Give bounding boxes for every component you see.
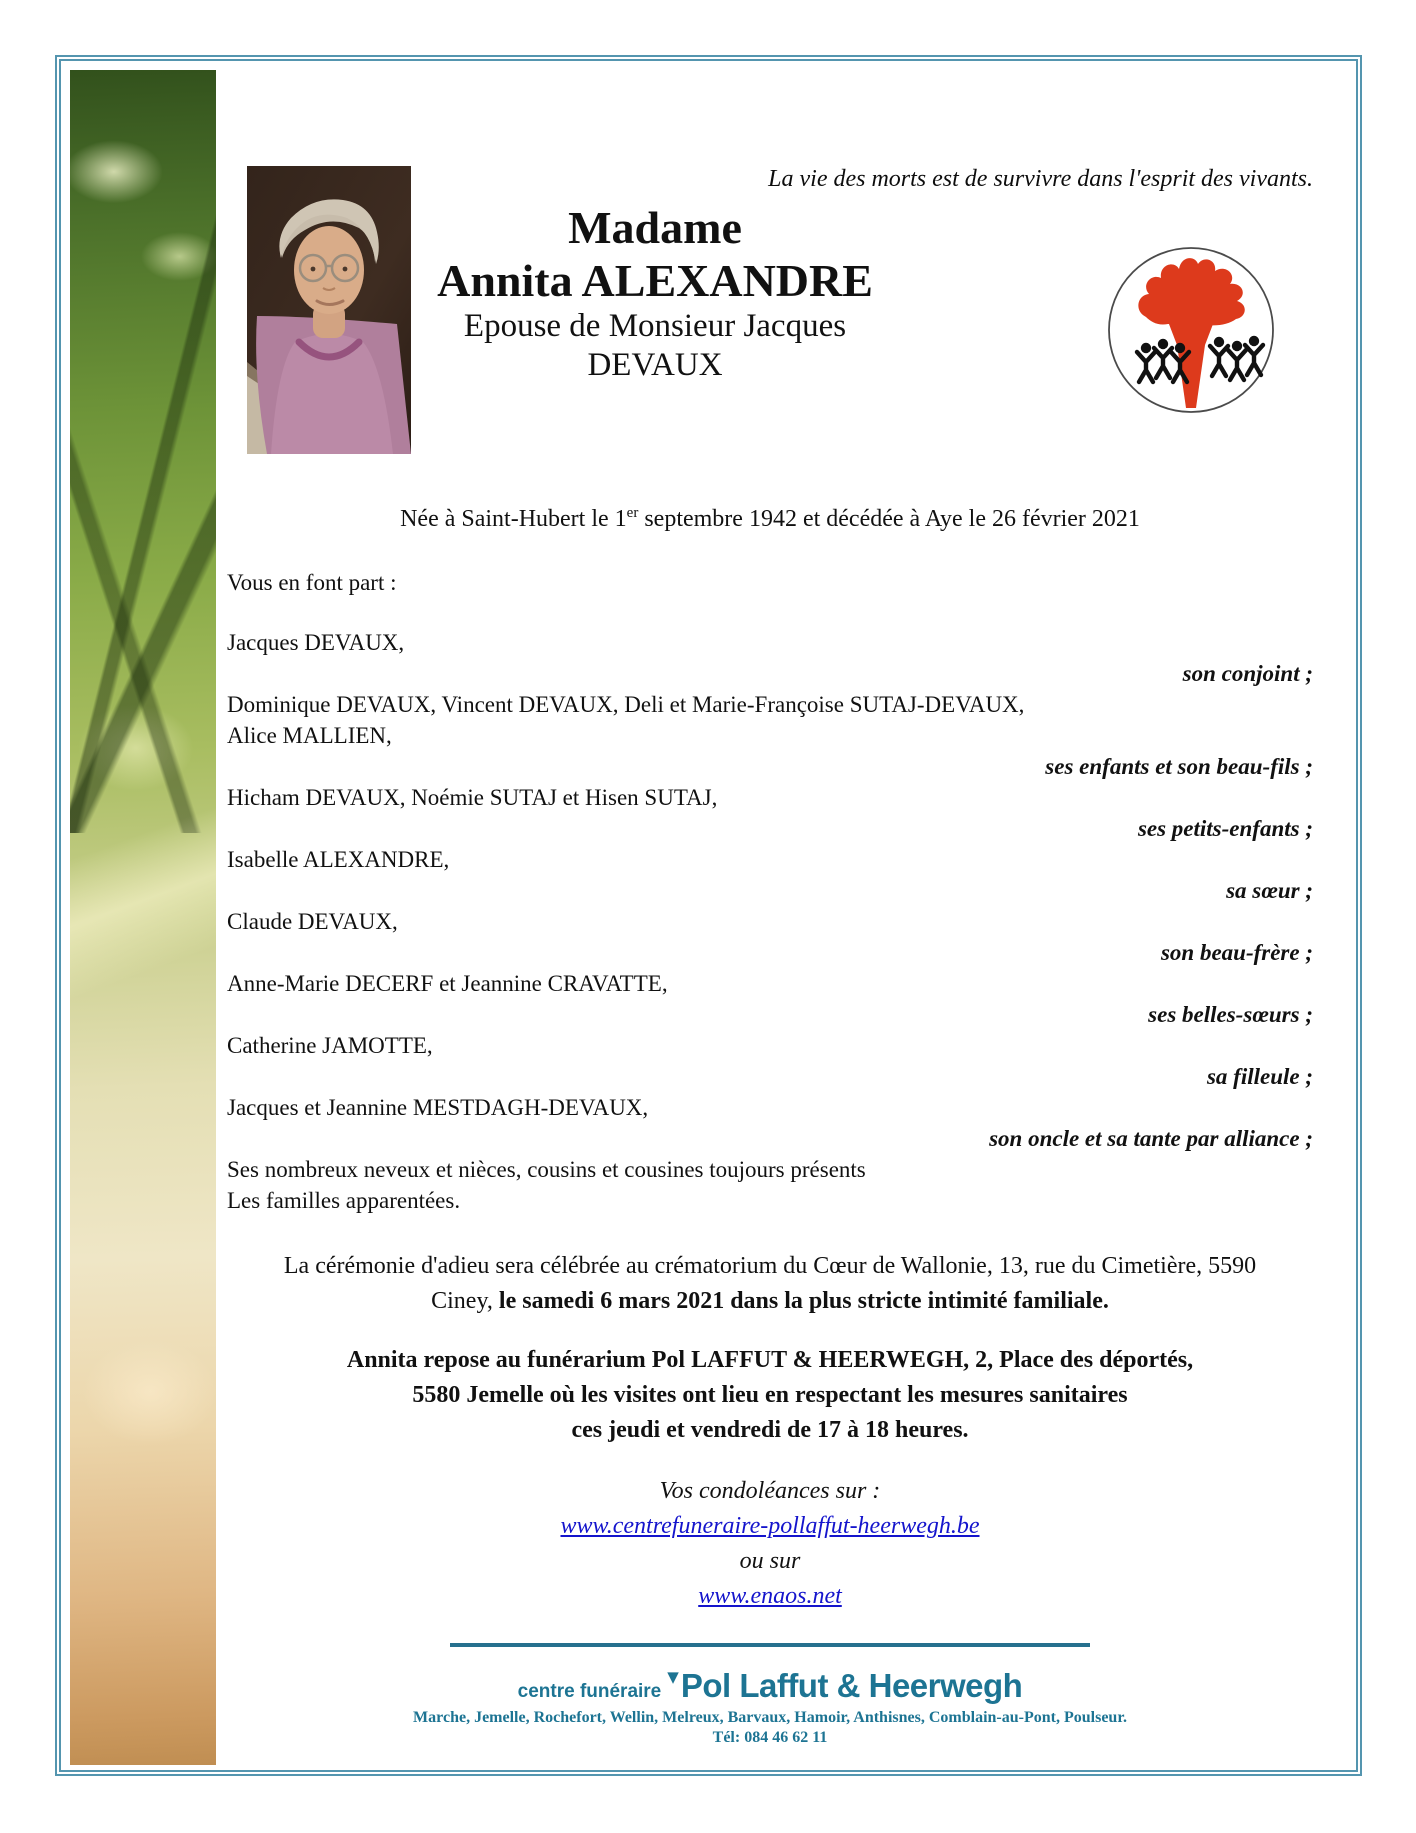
announcement-intro: Vous en font part : bbox=[227, 570, 397, 595]
family-list bbox=[227, 627, 1313, 1216]
family-names-line: Claude DEVAUX, bbox=[227, 909, 398, 934]
family-names-line: Hicham DEVAUX, Noémie SUTAJ et Hisen SUTAJ, bbox=[227, 785, 718, 810]
repose-paragraph bbox=[227, 1343, 1313, 1448]
funeral-home-footer bbox=[227, 1643, 1313, 1747]
ceremony-date-bold: le samedi 6 mars 2021 dans la plus stricte intimité familiale. bbox=[498, 1288, 1109, 1314]
funeral-home-brand bbox=[227, 1667, 1313, 1705]
family-names-line: Isabelle ALEXANDRE, bbox=[227, 847, 450, 872]
memorial-quote: La vie des morts est de survivre dans l'esprit des vivants. bbox=[768, 166, 1313, 192]
forest-path-image bbox=[70, 70, 216, 1765]
condolence-link-enaos[interactable]: www.enaos.net bbox=[698, 1583, 842, 1609]
condolences-or: ou sur bbox=[739, 1548, 801, 1574]
title-block bbox=[410, 201, 900, 385]
footer-towns: Marche, Jemelle, Rochefort, Wellin, Melreux, Barvaux, Hamoir, Anthisnes, Comblain-au-Pont, Poulseur. bbox=[413, 1709, 1127, 1726]
family-relation-label: son conjoint ; bbox=[1182, 661, 1313, 686]
family-relation-label: sa filleule ; bbox=[1206, 1064, 1313, 1089]
repose-line: 5580 Jemelle où les visites ont lieu en respectant les mesures sanitaires bbox=[412, 1382, 1128, 1408]
family-relation-label: son beau-frère ; bbox=[1160, 940, 1313, 965]
family-relation-label: ses petits-enfants ; bbox=[1137, 816, 1313, 841]
spouse-surname: DEVAUX bbox=[587, 347, 723, 383]
footer-divider bbox=[450, 1643, 1090, 1647]
ceremony-paragraph bbox=[265, 1249, 1275, 1319]
title-madame: Madame bbox=[568, 202, 742, 253]
content-column bbox=[227, 505, 1313, 1747]
family-names-line: Jacques et Jeannine MESTDAGH-DEVAUX, bbox=[227, 1095, 649, 1120]
footer-phone: Tél: 084 46 62 11 bbox=[712, 1729, 828, 1746]
ceremony-text: La cérémonie d'adieu sera célébrée au crématorium du Cœur de Wallonie, 13, rue du Cimetière, 5590 Ciney, bbox=[283, 1253, 1257, 1314]
family-names-line: Anne-Marie DECERF et Jeannine CRAVATTE, bbox=[227, 971, 668, 996]
family-relation-label: ses enfants et son beau-fils ; bbox=[1045, 754, 1313, 779]
family-names-line: Dominique DEVAUX, Vincent DEVAUX, Deli et Marie-Françoise SUTAJ-DEVAUX, bbox=[227, 692, 1025, 717]
spouse-line: Epouse de Monsieur Jacques bbox=[463, 308, 847, 344]
condolences-block bbox=[227, 1474, 1313, 1614]
laicite-torch-logo bbox=[1106, 245, 1276, 415]
deceased-name: Annita ALEXANDRE bbox=[437, 255, 873, 306]
family-names-line: Catherine JAMOTTE, bbox=[227, 1033, 433, 1058]
family-names-line: Alice MALLIEN, bbox=[227, 723, 392, 748]
torch-icon bbox=[1106, 245, 1276, 415]
brand-name: Pol Laffut & Heerwegh bbox=[680, 1667, 1023, 1704]
triangle-down-icon: ▼ bbox=[667, 1668, 679, 1686]
family-relation-label: son oncle et sa tante par alliance ; bbox=[989, 1126, 1313, 1151]
birth-superscript: er bbox=[626, 505, 639, 521]
repose-line: ces jeudi et vendredi de 17 à 18 heures. bbox=[571, 1417, 969, 1443]
portrait-photo bbox=[247, 166, 411, 454]
birth-prefix: Née à Saint-Hubert le 1 bbox=[400, 506, 627, 532]
birth-suffix: septembre 1942 et décédée à Aye le 26 février 2021 bbox=[638, 506, 1140, 532]
family-closing-line: Ses nombreux neveux et nièces, cousins et cousines toujours présents bbox=[227, 1157, 866, 1182]
family-relation-label: sa sœur ; bbox=[1226, 878, 1313, 903]
family-names-line: Jacques DEVAUX, bbox=[227, 630, 405, 655]
family-relation-label: ses belles-sœurs ; bbox=[1148, 1002, 1313, 1027]
repose-line: Annita repose au funérarium Pol LAFFUT & HEERWEGH, 2, Place des déportés, bbox=[346, 1347, 1194, 1373]
condolence-link-funeral-home[interactable]: www.centrefuneraire-pollaffut-heerwegh.be bbox=[560, 1513, 980, 1539]
family-closing-line: Les familles apparentées. bbox=[227, 1188, 461, 1213]
brand-prefix: centre funéraire bbox=[517, 1681, 662, 1702]
condolences-intro: Vos condoléances sur : bbox=[659, 1478, 881, 1504]
birth-death-line bbox=[227, 505, 1313, 533]
